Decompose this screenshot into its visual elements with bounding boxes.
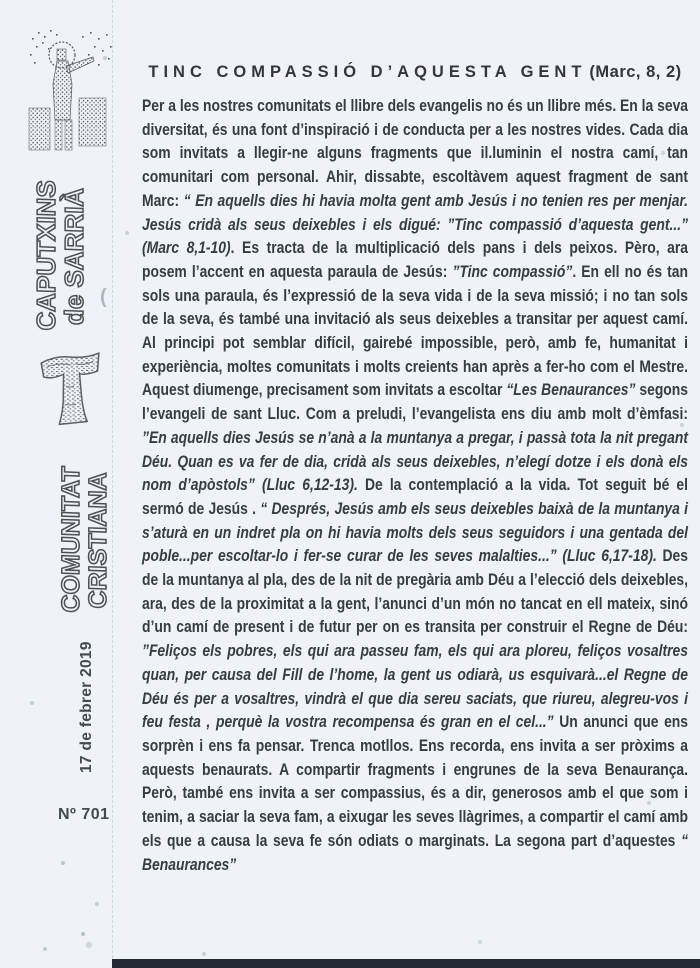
article-segment: ”Tinc compassió” xyxy=(452,261,573,281)
bottom-scan-bar xyxy=(112,959,700,968)
scan-speckles xyxy=(0,0,2,2)
order-name-line1: CAPUTXINS xyxy=(31,179,61,332)
article-segment: De la contemplació a la vida. Tot seguit bé el sermó de Jesús . xyxy=(142,475,689,518)
issue-number: Nº 701 xyxy=(58,806,110,823)
sower-friar-logo-icon xyxy=(24,24,116,156)
article-title-text: TINC COMPASSIÓ D’AQUESTA GENT xyxy=(148,63,587,81)
article-title-citation: (Marc, 8, 2) xyxy=(589,63,682,81)
community-name-line2: CRISTIANA xyxy=(84,471,112,609)
article-segment: . Es tracta de la multiplicació dels pans i dels peixos. Pèro, ara posem l’accent en aquesta paraula de Jesús: xyxy=(142,238,689,281)
article-segment: Un anunci que ens sorprèn i ens fa pensar. Trenca motllos. Ens recorda, ens invita a ser pròxims a aquests benaurats. A compartir fragments i engrunes de la seva Benaurança. Però, també ens invita a ser compassius, és a dir, generosos amb el que som i tenim, a saciar la seva fam, a eixugar les seves llàgrimes, a compartir el camí amb els que a causa la seva fe són odiats o marginats. La segona part d’aquestes xyxy=(142,712,689,850)
order-name-line2: de SARRIÀ xyxy=(59,187,90,326)
tau-cross-icon xyxy=(35,345,108,427)
article-segment: segons l’evangeli de sant Lluc. Com a preludi, l’evangelista ens diu amb molt d’èmfasi: xyxy=(142,380,689,424)
community-name-line1: COMUNITAT xyxy=(57,465,85,614)
scan-mark: ( xyxy=(100,286,107,308)
article-segment: “ Després, Jesús amb els seus deixebles baixà de la muntanya i s’aturà en un indret pla on hi havia molts dels seus seguidors i una gentada del poble...per escoltar-lo i fer-se curar de les seves malalties...” (Lluc 6,17-18). xyxy=(142,498,689,566)
article-title xyxy=(142,63,688,82)
article-segment: Des de la muntanya al pla, des de la nit de pregària amb Déu a l’elecció dels deixebles, ara, des de la proximitat a la gent, l’anunci d’un món no tancat en ell mateix, sinó d’un camí de present i de futur per on es transita per construir el Regne de Déu: xyxy=(142,546,689,637)
issue-date: 17 de febrer 2019 xyxy=(78,641,95,773)
article-segment: . En ell no és tan sols una paraula, és l’expressió de la seva vida i de la seva missió; i no tan sols de la seva, és també una invitació als seus deixebles a transitar per aquest camí. Al principi pot semblar difícil, gairebé impossible, però, amb fe, humanitat i experiència, moltes comunitats i molts creients han après a fer-ho com el Mestre. Aquest diumenge, precisament som invitats a escoltar xyxy=(142,261,689,400)
article-segment: Per a les nostres comunitats el llibre dels evangelis no és un llibre més. En la seva diversitat, és una font d’inspiració i de conducta per a les nostres vides. Cada dia som invitats a llegir-ne alguns fragments que il.luminin el nostra camí, tan comunitari com personal. Ahir, dissabte, escoltàvem aquest fragment de sant Marc: xyxy=(142,96,689,210)
article-segment: “ Benaurances” xyxy=(142,830,689,874)
article-segment: “ En aquells dies hi havia molta gent amb Jesús i no tenien res per menjar. Jesús cridà als seus deixebles i els digué: ”Tinc compassió d’aquesta gent...” (Marc 8,1-10) xyxy=(142,190,689,258)
article-segment: ”Feliços els pobres, els qui ara passeu fam, els qui ara ploreu, feliços vosaltres quan, per causa del Fill de l’home, la gent us odiarà, us esquivarà...el Regne de Déu és per a vosaltres, vindrà el que dia sereu saciats, que riureu, alegreu-vos i feu festa , perquè la vostra recompensa és gran en el cel...” xyxy=(142,641,689,732)
article-body xyxy=(142,94,688,876)
order-name-vertical xyxy=(32,175,96,337)
article-segment: “Les Benaurances” xyxy=(506,380,636,400)
community-name-vertical xyxy=(58,454,116,626)
article-segment: ”En aquells dies Jesús se n’anà a la muntanya a pregar, i passà tota la nit pregant Déu. Quan es va fer de dia, cridà als seus deixebles, n’elegí dotze i els donà els nom d’apòstols” (Lluc 6,12-13). xyxy=(142,427,689,495)
